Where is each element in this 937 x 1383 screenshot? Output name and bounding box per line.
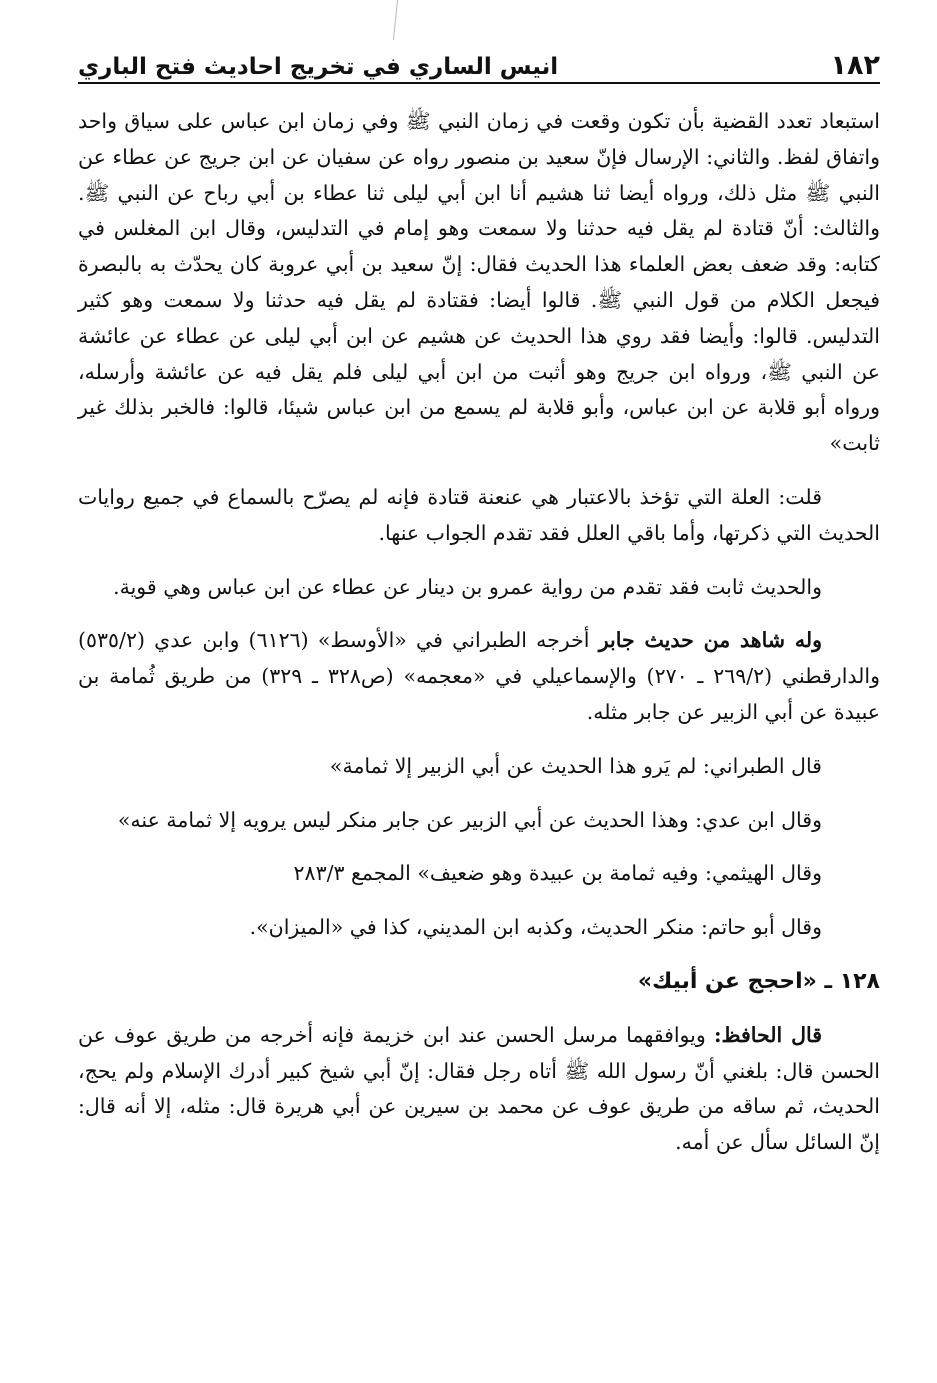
running-title: انيس الساري في تخريج احاديث فتح الباري — [78, 54, 559, 80]
paragraph: وقال ابن عدي: وهذا الحديث عن أبي الزبير عن جابر منكر ليس يرويه إلا ثمامة عنه» — [117, 807, 822, 832]
paragraph-text: أخرجه الطبراني في «الأوسط» (٦١٢٦) وابن عدي (٥٣٥/٢) والدارقطني (٢٦٩/٢ ـ ٢٧٠) والإسماعيلي في «معجمه» (ص٣٢٨ ـ ٣٢٩) من طريق ثُمامة بن عبيدة عن أبي الزبير عن جابر مثله. — [78, 628, 881, 724]
bold-lead: قال الحافظ: — [713, 1022, 823, 1047]
bold-lead: وله شاهد من حديث جابر — [598, 628, 822, 653]
page-number: ١٨٢ — [830, 50, 880, 81]
page-header — [78, 38, 880, 84]
page-body — [78, 104, 880, 1161]
paragraph: والحديث ثابت فقد تقدم من رواية عمرو بن دينار عن عطاء عن ابن عباس وهي قوية. — [113, 574, 822, 599]
paragraph: استبعاد تعدد القضية بأن تكون وقعت في زمان النبي ﷺ وفي زمان ابن عباس على سياق واحد واتفاق لفظ. والثاني: الإرسال فإنّ سعيد بن منصور رواه عن سفيان عن ابن جريج عن عطاء عن النبي ﷺ مثل ذلك، ورواه أيضا ثنا هشيم أنا ابن أبي ليلى ثنا عطاء بن أبي رباح عن النبي ﷺ. والثالث: أنّ قتادة لم يقل فيه حدثنا ولا سمعت وهو إمام في التدليس، وقال ابن المغلس في كتابه: وقد ضعف بعض العلماء هذا الحديث فقال: إنّ سعيد بن أبي عروبة كان يحدّث به بالبصرة فيجعل الكلام من قول النبي ﷺ. قالوا أيضا: فقتادة لم يقل فيه حدثنا ولا سمعت وهو كثير التدليس. قالوا: وأيضا فقد روي هذا الحديث عن هشيم عن ابن أبي ليلى عن عطاء عن عائشة عن النبي ﷺ، ورواه ابن جريج وهو أثبت من ابن أبي ليلى فلم يقل فيه عن عائشة وأرسله، ورواه أبو قلابة عن ابن عباس، وأبو قلابة لم يسمع من ابن عباس شيئا، قالوا: فالخبر بذلك غير ثابت» — [78, 109, 880, 456]
paragraph: قلت: العلة التي تؤخذ بالاعتبار هي عنعنة قتادة فإنه لم يصرّح بالسماع في جميع روايات الحديث التي ذكرتها، وأما باقي العلل فقد تقدم الجواب عنها. — [78, 484, 880, 545]
paragraph: قال الطبراني: لم يَرو هذا الحديث عن أبي الزبير إلا ثمامة» — [329, 753, 822, 778]
paragraph: وقال أبو حاتم: منكر الحديث، وكذبه ابن المديني، كذا في «الميزان». — [249, 915, 822, 940]
paragraph: وقال الهيثمي: وفيه ثمامة بن عبيدة وهو ضعيف» المجمع ٢٨٣/٣ — [293, 861, 822, 886]
section-heading: ١٢٨ ـ «احجج عن أبيك» — [637, 968, 880, 994]
paragraph-text: ويوافقهما مرسل الحسن عند ابن خزيمة فإنه أخرجه من طريق عوف عن الحسن قال: بلغني أنّ رسول الله ﷺ أتاه رجل فقال: إنّ أبي شيخ كبير أدرك الإسلام ولم يحج، الحديث، ثم ساقه من طريق عوف عن محمد بن سيرين عن أبي هريرة قال: مثله، إلا أنه قال: إنّ السائل سأل عن أمه. — [78, 1022, 880, 1155]
paragraph — [78, 1018, 880, 1161]
scan-mark — [393, 0, 398, 40]
paragraph — [78, 623, 880, 730]
